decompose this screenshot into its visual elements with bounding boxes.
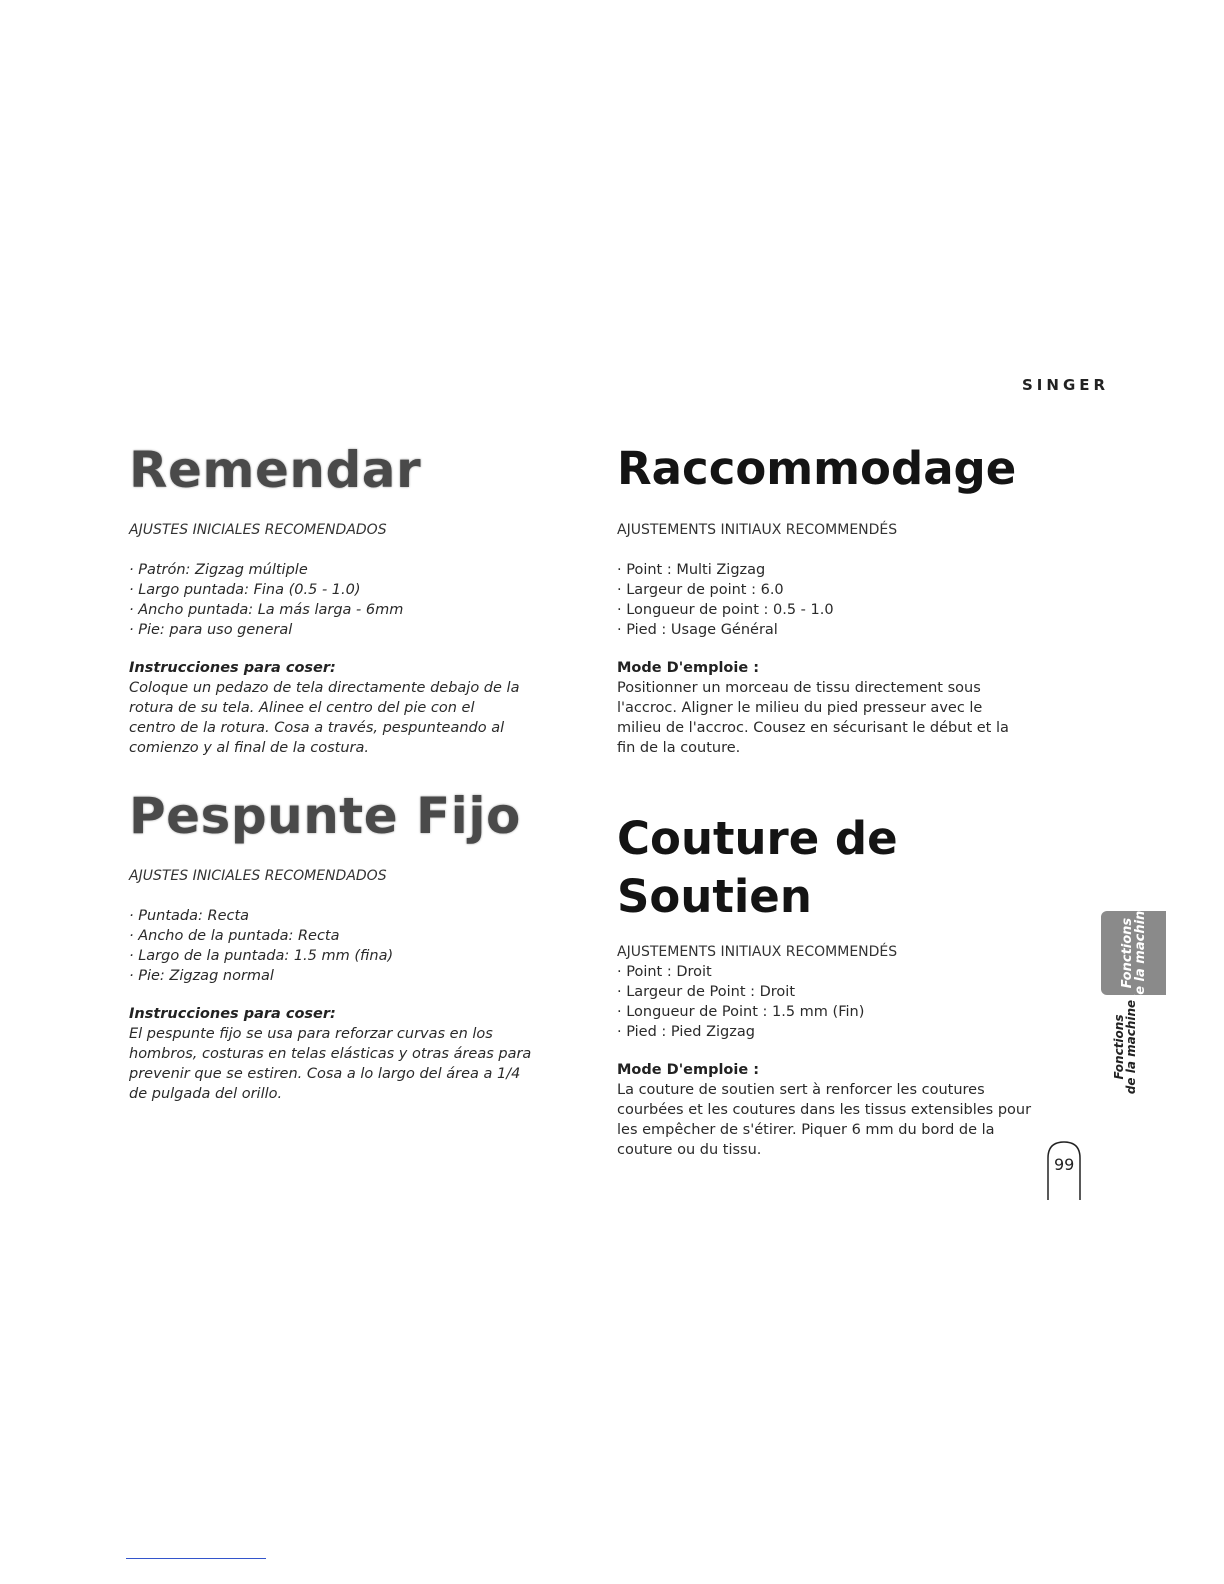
- chapter-tab-line: de la machine: [1132, 901, 1148, 1005]
- section-remendar: [129, 440, 569, 758]
- couture-instructions-line: couture ou du tissu.: [617, 1142, 762, 1158]
- raccommodage-instructions-line: Positionner un morceau de tissu directement sous: [617, 680, 981, 696]
- list-item: · Longueur de Point : 1.5 mm (Fin): [617, 1004, 865, 1020]
- footnote-rule: [126, 1558, 266, 1559]
- raccommodage-instructions-line: l'accroc. Aligner le milieu du pied presseur avec le: [617, 700, 983, 716]
- couture-instructions-line: courbées et les coutures dans les tissus extensibles pour: [617, 1102, 1032, 1118]
- raccommodage-instructions-line: fin de la couture.: [617, 740, 741, 756]
- list-item: · Largeur de point : 6.0: [617, 582, 784, 598]
- raccommodage-instructions-label: Mode D'emploie :: [617, 660, 760, 676]
- couture-instructions-line: les empêcher de s'étirer. Piquer 6 mm du bord de la: [617, 1122, 995, 1138]
- list-item: · Longueur de point : 0.5 - 1.0: [617, 602, 834, 618]
- pespunte-title: Pespunte Fijo: [129, 787, 521, 845]
- pespunte-settings-heading: AJUSTES INICIALES RECOMENDADOS: [129, 868, 387, 884]
- remendar-instructions-line: Coloque un pedazo de tela directamente debajo de la: [129, 680, 520, 696]
- raccommodage-settings-heading: AJUSTEMENTS INITIAUX RECOMMENDÉS: [617, 522, 898, 538]
- list-item: · Point : Multi Zigzag: [617, 562, 766, 578]
- raccommodage-instructions-line: milieu de l'accroc. Cousez en sécurisant le début et la: [617, 720, 1009, 736]
- list-item: · Puntada: Recta: [129, 908, 250, 924]
- couture-instructions-line: La couture de soutien sert à renforcer les coutures: [617, 1082, 985, 1098]
- chapter-label: [1100, 999, 1150, 1095]
- list-item: · Largeur de Point : Droit: [617, 984, 796, 1000]
- chapter-label-line: Fonctions: [1112, 1014, 1126, 1080]
- couture-title: Couture de Soutien: [617, 812, 898, 923]
- chapter-label-text: [1113, 1000, 1137, 1094]
- brand-logo: SINGER: [1022, 376, 1110, 394]
- remendar-instructions-line: centro de la rotura. Cosa a través, pespunteando al: [129, 720, 505, 736]
- couture-settings-list: [617, 962, 1067, 1042]
- couture-settings-heading: AJUSTEMENTS INITIAUX RECOMMENDÉS: [617, 944, 898, 960]
- remendar-settings-list: [129, 560, 569, 640]
- remendar-instructions-line: rotura de su tela. Alinee el centro del pie con el: [129, 700, 475, 716]
- list-item: · Largo puntada: Fina (0.5 - 1.0): [129, 582, 361, 598]
- list-item: · Point : Droit: [617, 964, 712, 980]
- remendar-instructions-label: Instrucciones para coser:: [129, 660, 336, 676]
- pespunte-instructions-line: prevenir que se estiren. Cosa a lo largo del área a 1/4: [129, 1066, 521, 1082]
- chapter-tab-label: [1121, 902, 1147, 1004]
- section-raccommodage: [617, 440, 1067, 758]
- list-item: · Ancho de la puntada: Recta: [129, 928, 340, 944]
- list-item: · Pie: para uso general: [129, 622, 293, 638]
- remendar-title: Remendar: [129, 441, 422, 499]
- list-item: · Largo de la puntada: 1.5 mm (fina): [129, 948, 394, 964]
- section-couture-de-soutien: [617, 810, 1067, 1160]
- list-item: · Ancho puntada: La más larga - 6mm: [129, 602, 404, 618]
- list-item: · Pied : Usage Général: [617, 622, 778, 638]
- chapter-tab[interactable]: [1101, 901, 1166, 1005]
- list-item: · Pie: Zigzag normal: [129, 968, 274, 984]
- section-pespunte-fijo: [129, 786, 569, 1104]
- remendar-settings-heading: AJUSTES INICIALES RECOMENDADOS: [129, 522, 387, 538]
- chapter-label-line: de la machine: [1124, 999, 1138, 1095]
- chapter-tab-line: Fonctions: [1119, 917, 1135, 989]
- couture-instructions-label: Mode D'emploie :: [617, 1062, 760, 1078]
- list-item: · Patrón: Zigzag múltiple: [129, 562, 308, 578]
- raccommodage-settings-list: [617, 560, 1067, 640]
- pespunte-instructions-line: hombros, costuras en telas elásticas y otras áreas para: [129, 1046, 532, 1062]
- raccommodage-title: Raccommodage: [617, 442, 1017, 495]
- remendar-instructions-line: comienzo y al final de la costura.: [129, 740, 369, 756]
- pespunte-instructions-label: Instrucciones para coser:: [129, 1006, 336, 1022]
- pespunte-settings-list: [129, 906, 569, 986]
- pespunte-instructions-line: El pespunte fijo se usa para reforzar curvas en los: [129, 1026, 493, 1042]
- page-number: 99: [1054, 1155, 1075, 1174]
- list-item: · Pied : Pied Zigzag: [617, 1024, 755, 1040]
- pespunte-instructions-line: de pulgada del orillo.: [129, 1086, 283, 1102]
